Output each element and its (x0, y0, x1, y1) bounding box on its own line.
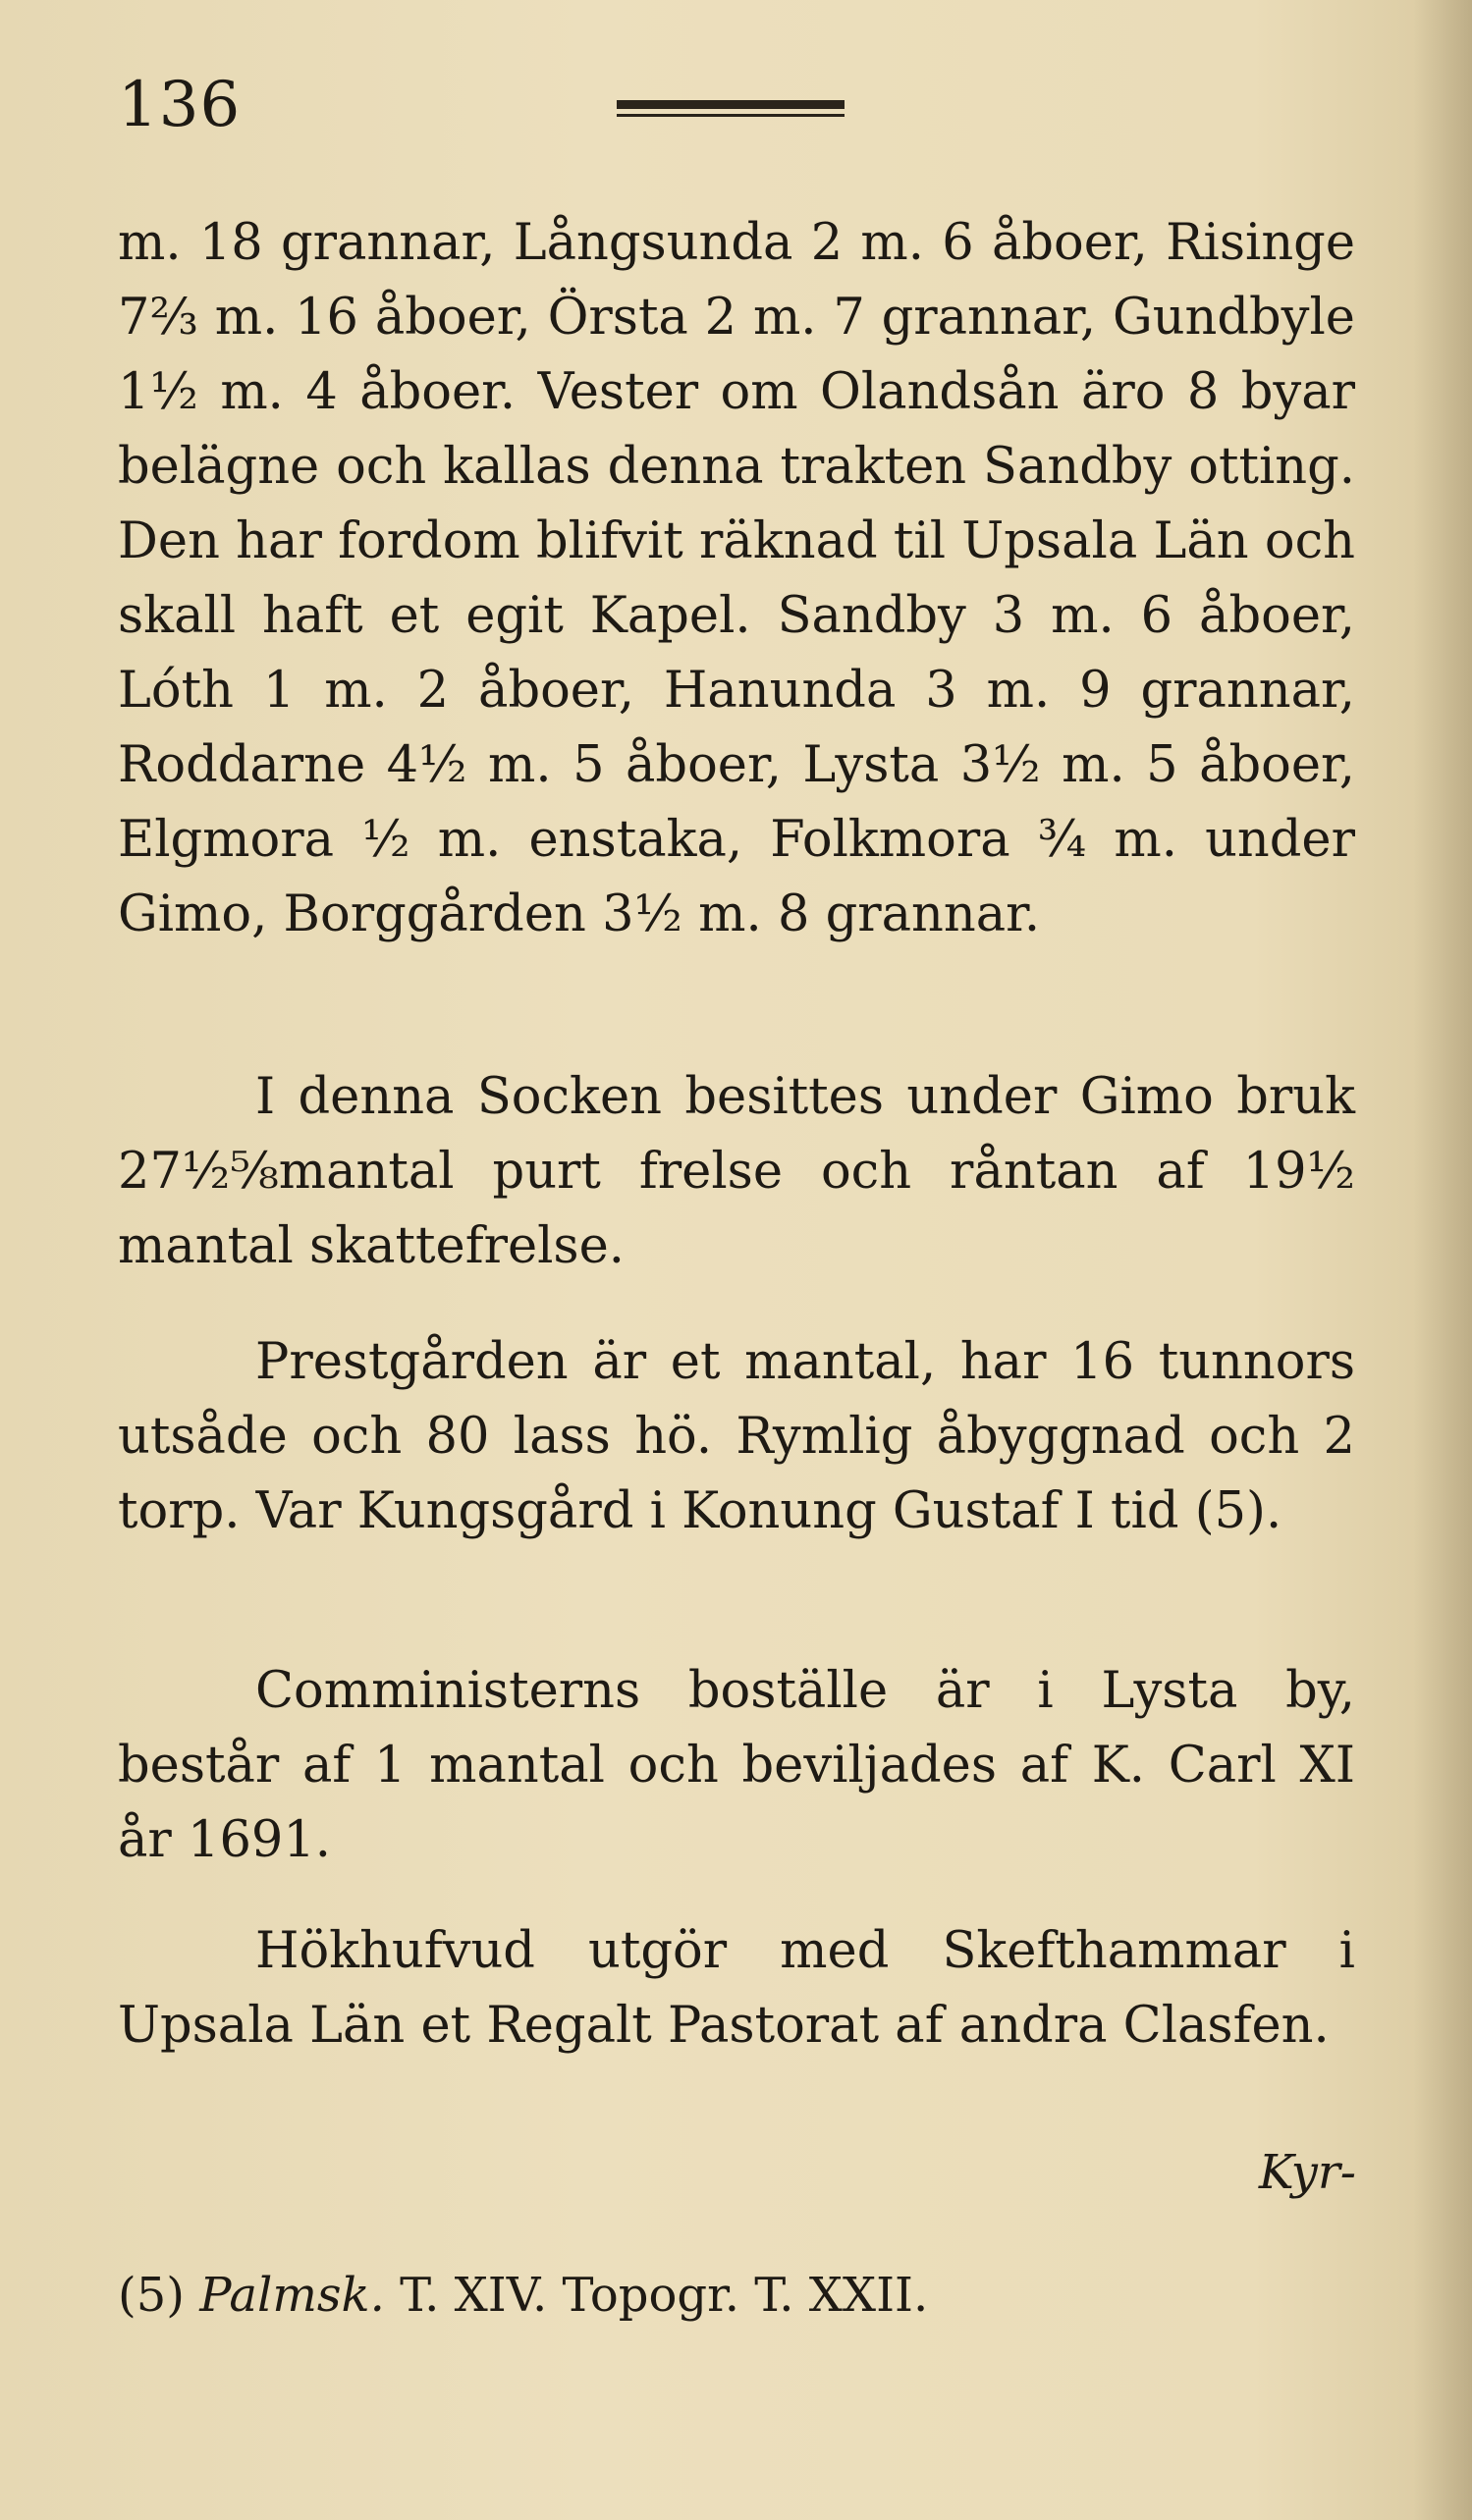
footnote (118, 2268, 928, 2323)
page-edge-shadow (1413, 0, 1472, 2520)
paragraph-text: Comministerns boställe är i Lysta by, består af 1 mantal och beviljades af K. Carl XI år 1691. (118, 1662, 1355, 1869)
paragraph-comminister (118, 1654, 1355, 1878)
footnote-marker: (5) (118, 2268, 185, 2323)
paragraph-text: Hökhufvud utgör med Skefthammar i Upsala Län et Regalt Pastorat af andra Clasfen. (118, 1922, 1355, 2055)
footnote-source: Palmsk. (199, 2268, 385, 2323)
page-number: 136 (118, 69, 242, 141)
paragraph-text: Prestgården är et mantal, har 16 tunnors utsåde och 80 lass hö. Rymlig åbyggnad och 2 torp. Var Kungsgård i Konung Gustaf I tid (5). (118, 1333, 1355, 1540)
paragraph-parish-villages (118, 206, 1355, 952)
paragraph-text: m. 18 grannar, Långsunda 2 m. 6 åboer, Risinge 7⅔ m. 16 åboer, Örsta 2 m. 7 grannar, Gundbyle 1½ m. 4 åboer. Vester om Olandsån äro 8 byar belägne och kallas denna trakten Sandby otting. Den har fordom blifvit räknad til Upsala Län och skall haft et egit Kapel. Sandby 3 m. 6 åboer, Lóth 1 m. 2 åboer, Hanunda 3 m. 9 grannar, Roddarne 4½ m. 5 åboer, Lysta 3½ m. 5 åboer, Elgmora ½ m. enstaka, Folkmora ¾ m. under Gimo, Borggården 3½ m. 8 grannar. (118, 214, 1355, 943)
paragraph-prestgarden (118, 1325, 1355, 1549)
paragraph-gimo-bruk (118, 1060, 1355, 1284)
catchword: Kyr- (1258, 2145, 1356, 2200)
paragraph-pastorat (118, 1914, 1355, 2064)
footnote-text: T. XIV. Topogr. T. XXII. (400, 2268, 929, 2323)
header-rule (617, 100, 845, 109)
paragraph-text: I denna Socken besittes under Gimo bruk 27½⅝mantal purt frelse och råntan af 19½ mantal skattefrelse. (118, 1068, 1355, 1275)
